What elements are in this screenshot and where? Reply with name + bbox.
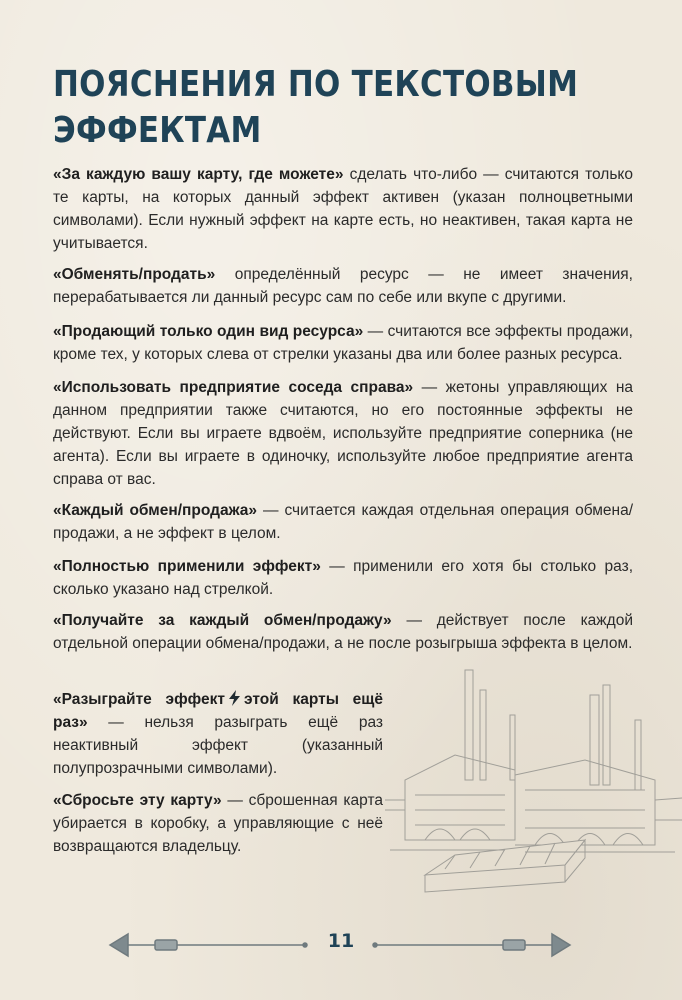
entry-term: «Продающий только один вид ресурса» bbox=[53, 323, 364, 340]
entry-neighbor-enterprise bbox=[53, 376, 633, 491]
entry-fully-applied bbox=[53, 555, 633, 601]
entry-exchange-sell bbox=[53, 263, 633, 309]
page-number: 11 bbox=[327, 930, 355, 952]
entry-term: «Обменять/продать» bbox=[53, 266, 216, 283]
entry-term: «Полностью применили эффект» bbox=[53, 558, 321, 575]
entry-discard-card bbox=[53, 789, 383, 858]
entry-text: определённый ресурс — не имеет значения, перерабатывается ли данный ресурс сам по себе или вкупе с другими. bbox=[53, 266, 633, 306]
entry-term: «Каждый обмен/продажа» bbox=[53, 502, 258, 519]
page-title-line-1: ПОЯСНЕНИЯ ПО ТЕКСТОВЫМ bbox=[53, 64, 579, 105]
entry-each-card bbox=[53, 163, 633, 255]
entry-text: сделать что-либо — считаются только те карты, на которых данный эффект активен (указан полноцветными символами). Если нужный эффект на карте есть, но неактивен, такая карта не учитывается. bbox=[53, 166, 633, 252]
entry-term: «За каждую вашу карту, где можете» bbox=[53, 166, 344, 183]
entry-single-resource bbox=[53, 320, 633, 366]
entry-term-a: «Разыграйте эффект bbox=[53, 691, 225, 708]
entry-text: — применили его хотя бы столько раз, сколько указано над стрелкой. bbox=[53, 558, 633, 598]
entry-text: — считаются все эффекты продажи, кроме тех, у которых слева от стрелки указаны два или более разных ресурса. bbox=[53, 323, 633, 363]
entry-text: — нельзя разыграть ещё раз неактивный эффект (указанный полупрозрачными символами). bbox=[53, 714, 383, 777]
page-title-line-2: ЭФФЕКТАМ bbox=[53, 110, 262, 151]
entry-text: — сброшенная карта убирается в коробку, а управляющие с неё возвращаются владельцу. bbox=[53, 792, 383, 855]
lightning-icon bbox=[228, 690, 241, 706]
page-title bbox=[53, 62, 579, 154]
entry-each-exchange bbox=[53, 499, 633, 545]
factory-illustration bbox=[385, 660, 682, 910]
entry-text: — жетоны управляющих на данном предприятии также считаются, но его постоянные эффекты не действуют. Если вы играете вдвоём, используйте предприятие соперника (не агента). Если вы играете в одиночку, используйте любое предприятие агента справа от вас. bbox=[53, 379, 633, 488]
entry-text: — считается каждая отдельная операция обмена/продажи, а не эффект в целом. bbox=[53, 502, 634, 542]
entry-term: «Использовать предприятие соседа справа» bbox=[53, 379, 414, 396]
entry-term-b: этой карты ещё раз» bbox=[53, 691, 383, 731]
entry-replay-effect bbox=[53, 688, 383, 780]
entry-term: «Получайте за каждый обмен/продажу» bbox=[53, 612, 392, 629]
entry-term: «Сбросьте эту карту» bbox=[53, 792, 222, 809]
entry-receive-per-exchange bbox=[53, 609, 633, 655]
entry-text: — действует после каждой отдельной операции обмена/продажи, а не после розыгрыша эффекта в целом. bbox=[53, 612, 633, 652]
